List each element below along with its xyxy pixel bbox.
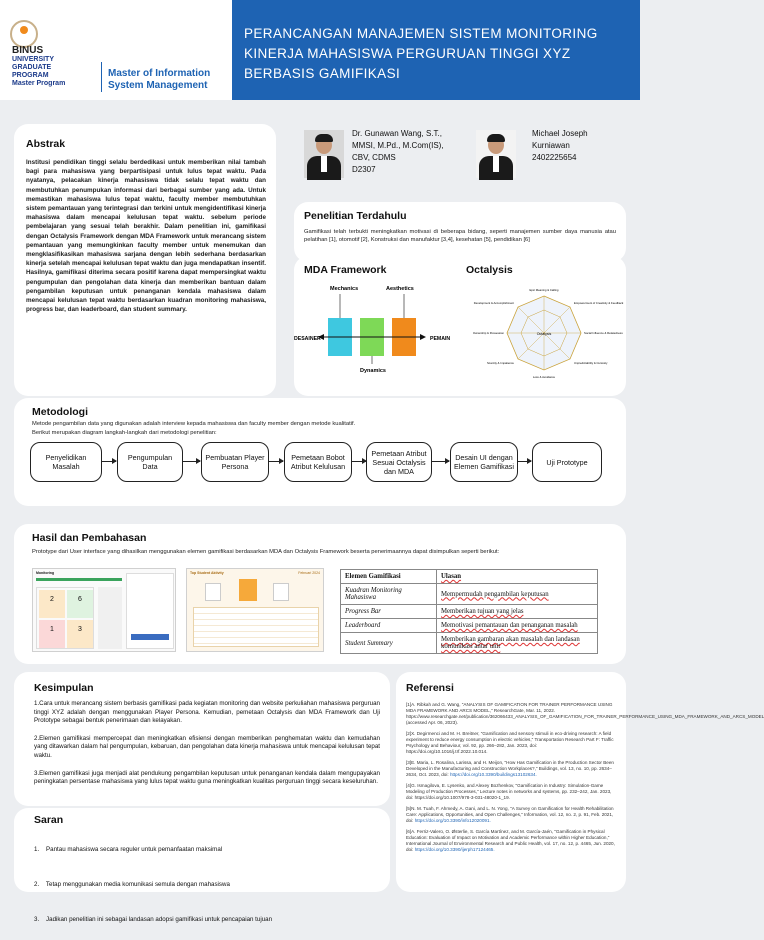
mda-player-label: PEMAIN bbox=[430, 336, 451, 342]
method-intro-1: Metode pengambilan data yang digunakan adalah interview kepada mahasiswa dan faculty member dengan metode kualitatif. bbox=[32, 421, 356, 427]
mock1-student-summary bbox=[126, 573, 174, 649]
table-cell-element: Progress Bar bbox=[341, 605, 437, 619]
monitoring-prototype-screenshot bbox=[32, 568, 176, 652]
reference-text: [5]N. M. Tuah, F. Ahmedy, A. Gani, and L. N. Yong, "A Survey on Gamification for Health Rehabilitation Care: Applications, Opportunities, and Open Challenges," Information, vol. 12, no. 2, p. 91, Feb. 2021, doi: bbox=[406, 806, 614, 823]
table-cell-element: Leaderboard bbox=[341, 619, 437, 633]
program-line2: System Management bbox=[108, 80, 208, 91]
mda-heading: MDA Framework bbox=[304, 264, 387, 276]
conclusion-list bbox=[34, 700, 380, 796]
reference-item-5 bbox=[406, 806, 618, 824]
saran-item-2: 2. Tetap menggunakan media komunikasi semula dengan mahasiswa bbox=[34, 881, 230, 888]
conclusion-item-2: 2.Elemen gamifikasi mempercepat dan meningkatkan efisiensi dengan memberikan penghematan waktu dan kemudahan yang ditawarkan dalam hal pengumpulan, kebaruan, dan pengolahan data kinerja mahasiswa untuk mencapai kelulusan tepat waktu. bbox=[34, 734, 380, 759]
table-cell-element: Kuadran Monitoring Mahasiswa bbox=[341, 584, 437, 605]
method-step-1: Penyelidikan Masalah bbox=[30, 442, 102, 482]
col2-label: Ulasan bbox=[441, 573, 462, 580]
reference-link[interactable]: https://doi.org/10.3390/info12020091. bbox=[414, 818, 491, 823]
conclusion-item-3: 3.Elemen gamifikasi juga menjadi alat pendukung pengambilan keputusan untuk penanganan kendala dalam mengupayakan peningkatan persentase mahasiswa yang lulus tepat waktu guna meningkatkan kualitas perguruan tinggi secara keseluruhan. bbox=[34, 769, 380, 786]
mock2-podium-1 bbox=[239, 579, 257, 601]
mock1-list bbox=[98, 587, 122, 649]
reference-text: [2]X. Degirmenci and M. H. Breitner, "Gamification and sensory stimuli in eco-driving research: A field experiment to reduce energy consumption in electric vehicles," Transportation Research Part F: Traffic Psychology and Behaviour, vol. 92, pp. 266–282, Jan. 2023, doi: https://doi.org/10.1016/j.trf.2022.10.014. bbox=[406, 731, 614, 754]
prior-text: Gamifikasi telah terbukti meningkatkan motivasi di beberapa bidang, seperti manajemen sumber daya manusia atau pelatihan [1], otomotif [2], Konstruksi dan manufaktur [3,4], kesehatan [5], pendidikan [6] bbox=[304, 229, 616, 243]
author2-id: 2402225654 bbox=[532, 153, 577, 162]
mock1-progress-bar bbox=[36, 578, 122, 581]
octalysis-drive-3: Social Influence & Relatedness bbox=[584, 331, 623, 335]
quadrant-cell-3: 1 bbox=[39, 620, 65, 648]
reference-item-3 bbox=[406, 760, 618, 778]
author1-id: D2307 bbox=[352, 165, 376, 174]
mock1-title: Monitoring bbox=[36, 571, 55, 575]
reference-text: [1]A. Ribkah and G. Wang, "ANALYSIS OF GAMIFICATION FOR TRAINER PERFORMANCE USING MDA FRAMEWORK AND ARCS MODEL," ResearchGate, Mar. 11, 2022. https://www.researchgate.net/publication/362066433_ANALYSIS_OF_GAMIFICATION_FOR_TRAINER_PERFORMANCE_USING_MDA_FRAMEWORK_AND_ARCS_MODEL (accessed Apr. 06, 2023). bbox=[406, 702, 764, 725]
prior-research-card bbox=[294, 202, 626, 262]
table-cell-review: Mempermudah pengambilan keputusan bbox=[437, 584, 598, 605]
references-card bbox=[396, 672, 764, 892]
method-step-4: Pemetaan Bobot Atribut Kelulusan bbox=[284, 442, 352, 482]
table-cell-review: Memberikan gambaran akan masalah dan landasan komunikasi antar unit bbox=[437, 633, 598, 654]
logo-line4: Master Program bbox=[12, 80, 66, 87]
results-intro: Prototype dari User interface yang dihasilkan menggunakan elemen gamifikasi berdasarkan MDA dan Octalysis Framework beserta penerimaannya dapat disimpulkan seperti berikut: bbox=[32, 549, 500, 555]
author2-photo bbox=[476, 130, 516, 178]
abstract-text: Institusi pendidikan tinggi selalu berdedikasi untuk memberikan nilai tambah bagi para mahasiswa yang berpartisipasi untuk lulus tepat waktu. Pada nyatanya, pelacakan kinerja mahasiswa tidak selalu tepat waktu dan membutuhkan penumpukan informasi dari berbagai sumber yang ada. Untuk memastikan mahasiswa lulus tepat waktu, faculty member membutuhkan sistem pemantauan yang terintegrasi dan terkini untuk mengidentifikasi kinerja mahasiswa dalam mencapai kelulusan tepat waktu. sebelum periode pembelajaran yang sesuai telah berakhir. Dalam penelitian ini, gamifikasi dengan Octalysis Framework dengan MDA Framework untuk merancang sistem pemantauan yang memungkinkan faculty member untuk menemukan dan mengklasifikasikan mahasiswa sarjana dengan lebih sederhana berdasarkan kinerja setelah mencapai kelulusan tepat waktu dan juga mendapatkan insentif. Hasilnya, gamifikasi diterima secara positif karena dapat mempersingkat waktu pengumpulan dan pengolahan data kinerja dan memberikan bantuan dalam pengambilan keputusan untuk penanganan kendala mahasiswa dalam mencapai kelulusan tepat waktu berdasarkan kuadran monitoring mahasiswa, progress bar, dan leaderboard, dan student summary. bbox=[26, 159, 266, 314]
mda-mechanics-label: Mechanics bbox=[330, 286, 359, 292]
mock2-podium-2 bbox=[205, 583, 221, 601]
table-cell-element: Student Summary bbox=[341, 633, 437, 654]
mda-right-arrow-icon bbox=[420, 334, 426, 340]
mda-aesthetics-label: Aesthetics bbox=[386, 286, 414, 292]
table-cell-review: Memberikan tujuan yang jelas bbox=[437, 605, 598, 619]
reference-text: [3]E. Maria, L. Rosalina, Larissa, and H. Meijon, "How Has Gamification in the Production Sector Been Developed in the Manufacturing and Construction Workplaces?," Buildings, vol. 13, no. 10, pp. 2634–2634, Oct. 2023, doi: bbox=[406, 760, 614, 777]
table-header-element bbox=[341, 570, 437, 584]
results-heading: Hasil dan Pembahasan bbox=[32, 532, 147, 544]
author2-info bbox=[532, 128, 588, 164]
table-row bbox=[341, 633, 598, 654]
reference-item-1 bbox=[406, 702, 764, 726]
prior-heading: Penelitian Terdahulu bbox=[304, 210, 407, 222]
method-step-7: Uji Prototype bbox=[532, 442, 602, 482]
method-arrow-6 bbox=[518, 461, 531, 462]
poster-title: PERANCANGAN MANAJEMEN SISTEM MONITORING KINERJA MAHASISWA PERGURUAN TINGGI XYZ BERBASIS GAMIFIKASI bbox=[244, 26, 598, 81]
reference-item-4 bbox=[406, 783, 618, 801]
header-logo-area bbox=[0, 0, 232, 100]
reference-link[interactable]: https://doi.org/10.3390/buildings13102634. bbox=[449, 772, 537, 777]
saran-card bbox=[14, 808, 390, 923]
logo-divider bbox=[101, 62, 102, 92]
logo-dot-icon bbox=[20, 26, 28, 34]
method-arrow-4 bbox=[352, 461, 366, 462]
col1-label: Elemen Gamifikasi bbox=[345, 573, 401, 580]
binus-logo-icon bbox=[10, 20, 38, 48]
reference-text: [6]A. Ferriz-Valero, O. Østerlie, S. García Martínez, and M. García-Jaén, "Gamification in Physical Education: Evaluation of Impact on Motivation and Academic Performance within Higher Education," International Journal of Environmental Research and Public Health, vol. 17, no. 12, p. 4465, Jun. 2020, doi: bbox=[406, 829, 615, 852]
mock2-date: Februari 2024 bbox=[298, 571, 320, 575]
method-arrow-5 bbox=[432, 461, 449, 462]
octalysis-drive-1: Epic Meaning & Calling bbox=[529, 288, 559, 292]
leaderboard-prototype-screenshot bbox=[186, 568, 324, 652]
mock2-leaderboard-table bbox=[193, 607, 319, 647]
octalysis-diagram bbox=[464, 278, 624, 392]
author1-photo bbox=[304, 130, 344, 178]
method-arrow-2 bbox=[183, 461, 200, 462]
octalysis-drive-2: Empowerment of Creativity & Feedback bbox=[574, 301, 624, 305]
logo-line1: UNIVERSITY bbox=[12, 56, 55, 63]
octalysis-drive-7: Ownership & Possession bbox=[472, 331, 504, 335]
mock1-quadrant bbox=[36, 587, 94, 649]
reference-text: [4]G. Ismagilova, E. Lysenko, and Alexey Bozhenkov, "Gamification in Industry: Simulation-Game Modeling of Production Processes," Lecture notes in networks and systems, pp. 232–242, Jan. 2023, doi: https://doi.org/10.1007/978-3-031-48020-1_19. bbox=[406, 783, 612, 800]
author1-name-line1: Dr. Gunawan Wang, S.T., bbox=[352, 129, 442, 138]
saran-item-1: 1. Pantau mahasiswa secara reguler untuk pemanfaatan maksimal bbox=[34, 846, 223, 853]
table-header-row bbox=[341, 570, 598, 584]
author1-name-line2: MMSI, M.Pd., M.Com(IS), bbox=[352, 141, 444, 150]
octalysis-drive-8: Development & Accomplishment bbox=[473, 301, 514, 305]
references-list bbox=[406, 702, 764, 858]
conclusion-card bbox=[14, 672, 390, 806]
mock2-podium-3 bbox=[273, 583, 289, 601]
saran-heading: Saran bbox=[34, 814, 64, 826]
octalysis-heading: Octalysis bbox=[466, 264, 513, 276]
logo-line2: GRADUATE bbox=[12, 64, 52, 71]
mock2-title: Top Student Aktivity bbox=[190, 571, 224, 575]
references-heading: Referensi bbox=[406, 682, 454, 694]
method-step-5: Pemetaan Atribut Sesuai Octalysis dan MDA bbox=[366, 442, 432, 482]
conclusion-heading: Kesimpulan bbox=[34, 682, 94, 694]
abstract-heading: Abstrak bbox=[26, 138, 66, 150]
method-step-6: Desain UI dengan Elemen Gamifikasi bbox=[450, 442, 518, 482]
table-cell-review: Memotivasi pemantauan dan penanganan masalah bbox=[437, 619, 598, 633]
author1-info bbox=[352, 128, 444, 176]
table-row bbox=[341, 605, 598, 619]
method-arrow-1 bbox=[102, 461, 116, 462]
author2-name-line2: Kurniawan bbox=[532, 141, 570, 150]
logo-line3: PROGRAM bbox=[12, 72, 49, 79]
quadrant-cell-4: 3 bbox=[67, 620, 93, 648]
reference-item-6 bbox=[406, 829, 618, 853]
reference-link[interactable]: https://doi.org/10.3390/ijerph17124465. bbox=[414, 847, 495, 852]
conclusion-item-1: 1.Cara untuk merancang sistem berbasis gamifikasi pada kegiatan monitoring dan website perkuliahan mahasiswa perguruan tinggi XYZ adalah dengan menggunakan Player Persona. Kemudian, pemetaan Octalysis dan MDA Framework dan Uji Prototype sebagai bentuk penerimaan dan kelayakan. bbox=[34, 700, 380, 725]
method-step-3: Pembuatan Player Persona bbox=[201, 442, 269, 482]
octalysis-drive-6: Scarcity & Impatience bbox=[486, 361, 514, 365]
program-name bbox=[108, 68, 228, 92]
mda-diagram bbox=[294, 278, 464, 388]
table-row bbox=[341, 584, 598, 605]
mda-dynamics-label: Dynamics bbox=[360, 368, 386, 374]
reference-item-2 bbox=[406, 731, 618, 755]
octalysis-center-label: Octalysis bbox=[536, 332, 552, 336]
quadrant-cell-2: 6 bbox=[67, 590, 93, 618]
method-heading: Metodologi bbox=[32, 406, 88, 418]
quadrant-cell-1: 2 bbox=[39, 590, 65, 618]
method-intro-2: Berikut merupakan diagram langkah-langkah dari metodologi penelitian: bbox=[32, 430, 217, 436]
table-row bbox=[341, 619, 598, 633]
saran-item-3: 3. Jadikan penelitian ini sebagai landasan adopsi gamifikasi untuk pencapaian tujuan bbox=[34, 916, 273, 923]
abstract-card bbox=[14, 124, 276, 396]
octalysis-drive-5: Loss & Avoidance bbox=[532, 375, 556, 379]
mda-designer-label: DESAINER bbox=[294, 336, 321, 342]
gamification-elements-table bbox=[340, 569, 598, 654]
frameworks-card bbox=[294, 256, 626, 396]
octalysis-drive-4: Unpredictability & Curiosity bbox=[574, 361, 608, 365]
author2-name-line1: Michael Joseph bbox=[532, 129, 588, 138]
university-logo-text bbox=[12, 46, 102, 88]
program-line1: Master of Information bbox=[108, 68, 211, 79]
saran-list bbox=[34, 830, 272, 940]
method-step-2: Pengumpulan Data bbox=[117, 442, 183, 482]
university-name: BINUS bbox=[12, 45, 44, 56]
author1-name-line3: CBV, CDMS bbox=[352, 153, 396, 162]
method-arrow-3 bbox=[269, 461, 283, 462]
mock1-summary-button bbox=[131, 634, 169, 640]
table-header-review bbox=[437, 570, 598, 584]
